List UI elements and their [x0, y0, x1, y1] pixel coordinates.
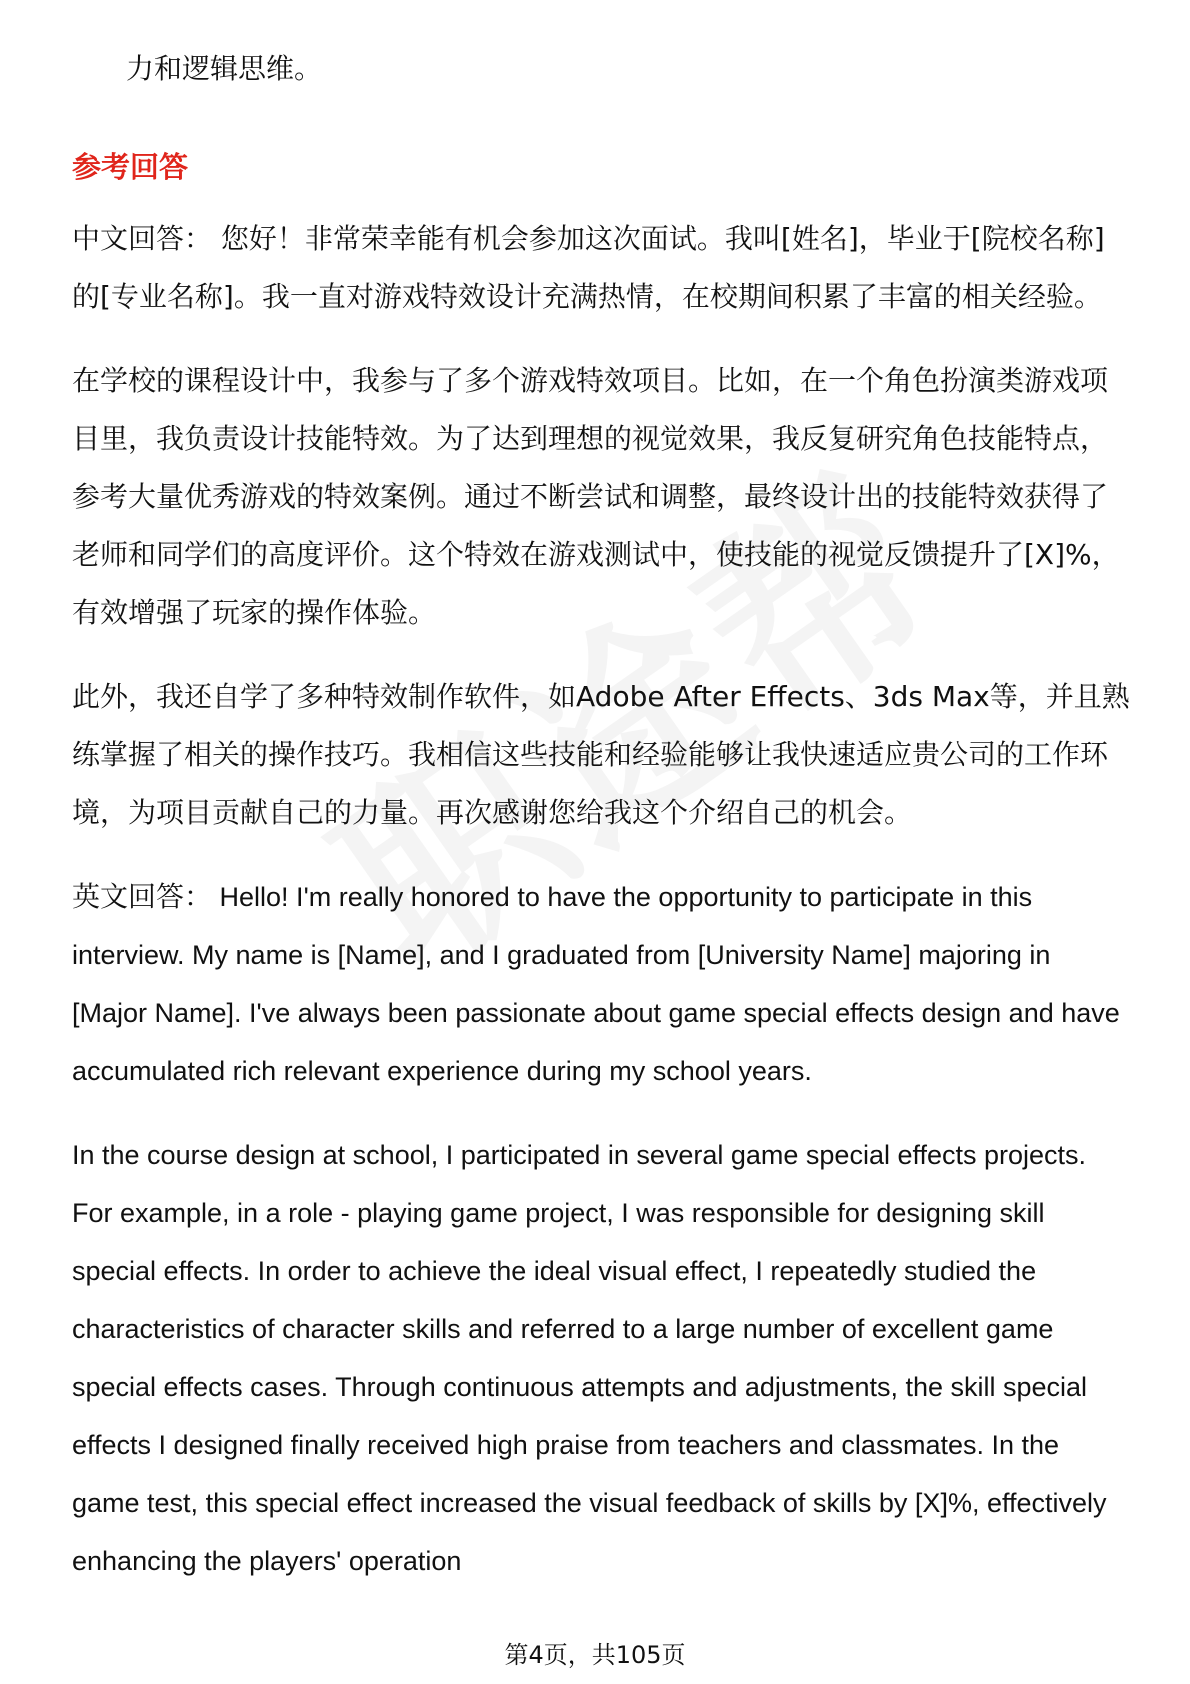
- cn-answer-label: 中文回答：: [72, 222, 213, 255]
- en-paragraph-2: In the course design at school, I participated in several game special effects projects. For example, in a role - playing game project, I was responsible for designing skill special effects. In order to achieve the ideal visual effect, I repeatedly studied the characteristics of character skills and referred to a large number of excellent game special effects cases. Through continuous attempts and adjustments, the skill special effects I designed finally received high praise from teachers and classmates. In the game test, this special effect increased the visual feedback of skills by [X]%, effectively enhancing the players' operation: [72, 1140, 1107, 1576]
- cn-paragraph-3: 此外，我还自学了多种特效制作软件，如Adobe After Effects、3ds Max等，并且熟练掌握了相关的操作技巧。我相信这些技能和经验能够让我快速适应贵公司的工作环境，为项目贡献自己的力量。再次感谢您给我这个介绍自己的机会。: [72, 680, 1130, 829]
- cn-paragraph-1-text: 您好！非常荣幸能有机会参加这次面试。我叫[姓名]，毕业于[院校名称]的[专业名称]。我一直对游戏特效设计充满热情，在校期间积累了丰富的相关经验。: [72, 222, 1105, 313]
- en-answer-label: 英文回答：: [72, 880, 213, 913]
- document-body: [72, 40, 1132, 1616]
- section-title: 参考回答: [72, 150, 189, 184]
- cn-paragraph-1: [72, 210, 1132, 326]
- cn-paragraph-2: 在学校的课程设计中，我参与了多个游戏特效项目。比如，在一个角色扮演类游戏项目里，我负责设计技能特效。为了达到理想的视觉效果，我反复研究角色技能特点，参考大量优秀游戏的特效案例。通过不断尝试和调整，最终设计出的技能特效获得了老师和同学们的高度评价。这个特效在游戏测试中，使技能的视觉反馈提升了[X]%，有效增强了玩家的操作体验。: [72, 364, 1120, 629]
- en-paragraph-1: [72, 868, 1132, 1100]
- continued-text: 力和逻辑思维。: [126, 52, 323, 85]
- page-footer: 第4页，共105页: [504, 1641, 686, 1669]
- en-paragraph-1-text: Hello! I'm really honored to have the opportunity to participate in this interview. My name is [Name], and I graduated from [University Name] majoring in [Major Name]. I've always been passionate about game special effects design and have accumulated rich relevant experience during my school years.: [72, 882, 1120, 1086]
